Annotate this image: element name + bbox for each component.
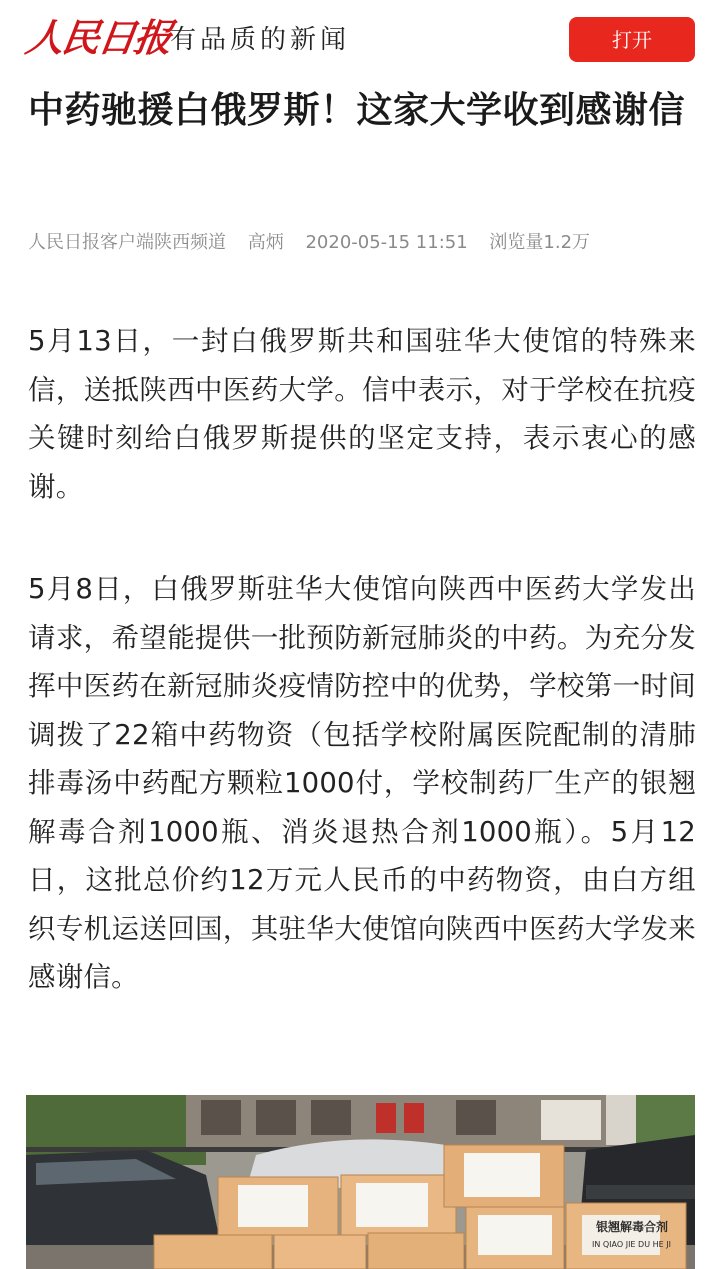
article-title: 中药驰援白俄罗斯！这家大学收到感谢信 [28,90,686,131]
box-label: 银翘解毒合剂 [596,1220,669,1234]
article-photo[interactable] [26,1095,695,1269]
box-label-pinyin: IN QIAO JIE DU HE JI [592,1240,671,1249]
app-header [0,0,720,78]
article-body [28,317,696,1056]
article-datetime: 2020-05-15 11:51 [305,232,468,253]
article-meta [28,226,708,260]
article-author: 高炳 [247,232,284,253]
article-paragraph: 5月13日，一封白俄罗斯共和国驻华大使馆的特殊来信，送抵陕西中医药大学。信中表示，对于学校在抗疫关键时刻给白俄罗斯提供的坚定支持，表示衷心的感谢。 [28,325,696,503]
article-source[interactable]: 人民日报客户端陕西频道 [28,232,226,253]
header-slogan: 有品质的新闻 [170,25,351,55]
article-views: 浏览量1.2万 [489,232,591,253]
open-app-button[interactable]: 打开 [569,17,695,62]
article-paragraph: 5月8日，白俄罗斯驻华大使馆向陕西中医药大学发出请求，希望能提供一批预防新冠肺炎的中药。为充分发挥中医药在新冠肺炎疫情防控中的优势，学校第一时间调拨了22箱中药物资（包括学校附属医院配制的清肺排毒汤中药配方颗粒1000付，学校制药厂生产的银翘解毒合剂1000瓶、消炎退热合剂1000瓶）。5月12日，这批总价约12万元人民币的中药物资，由白方组织专机运送回国，其驻华大使馆向陕西中医药大学发来感谢信。 [28,573,696,993]
people-daily-logo: 人民日报 [22,15,174,60]
